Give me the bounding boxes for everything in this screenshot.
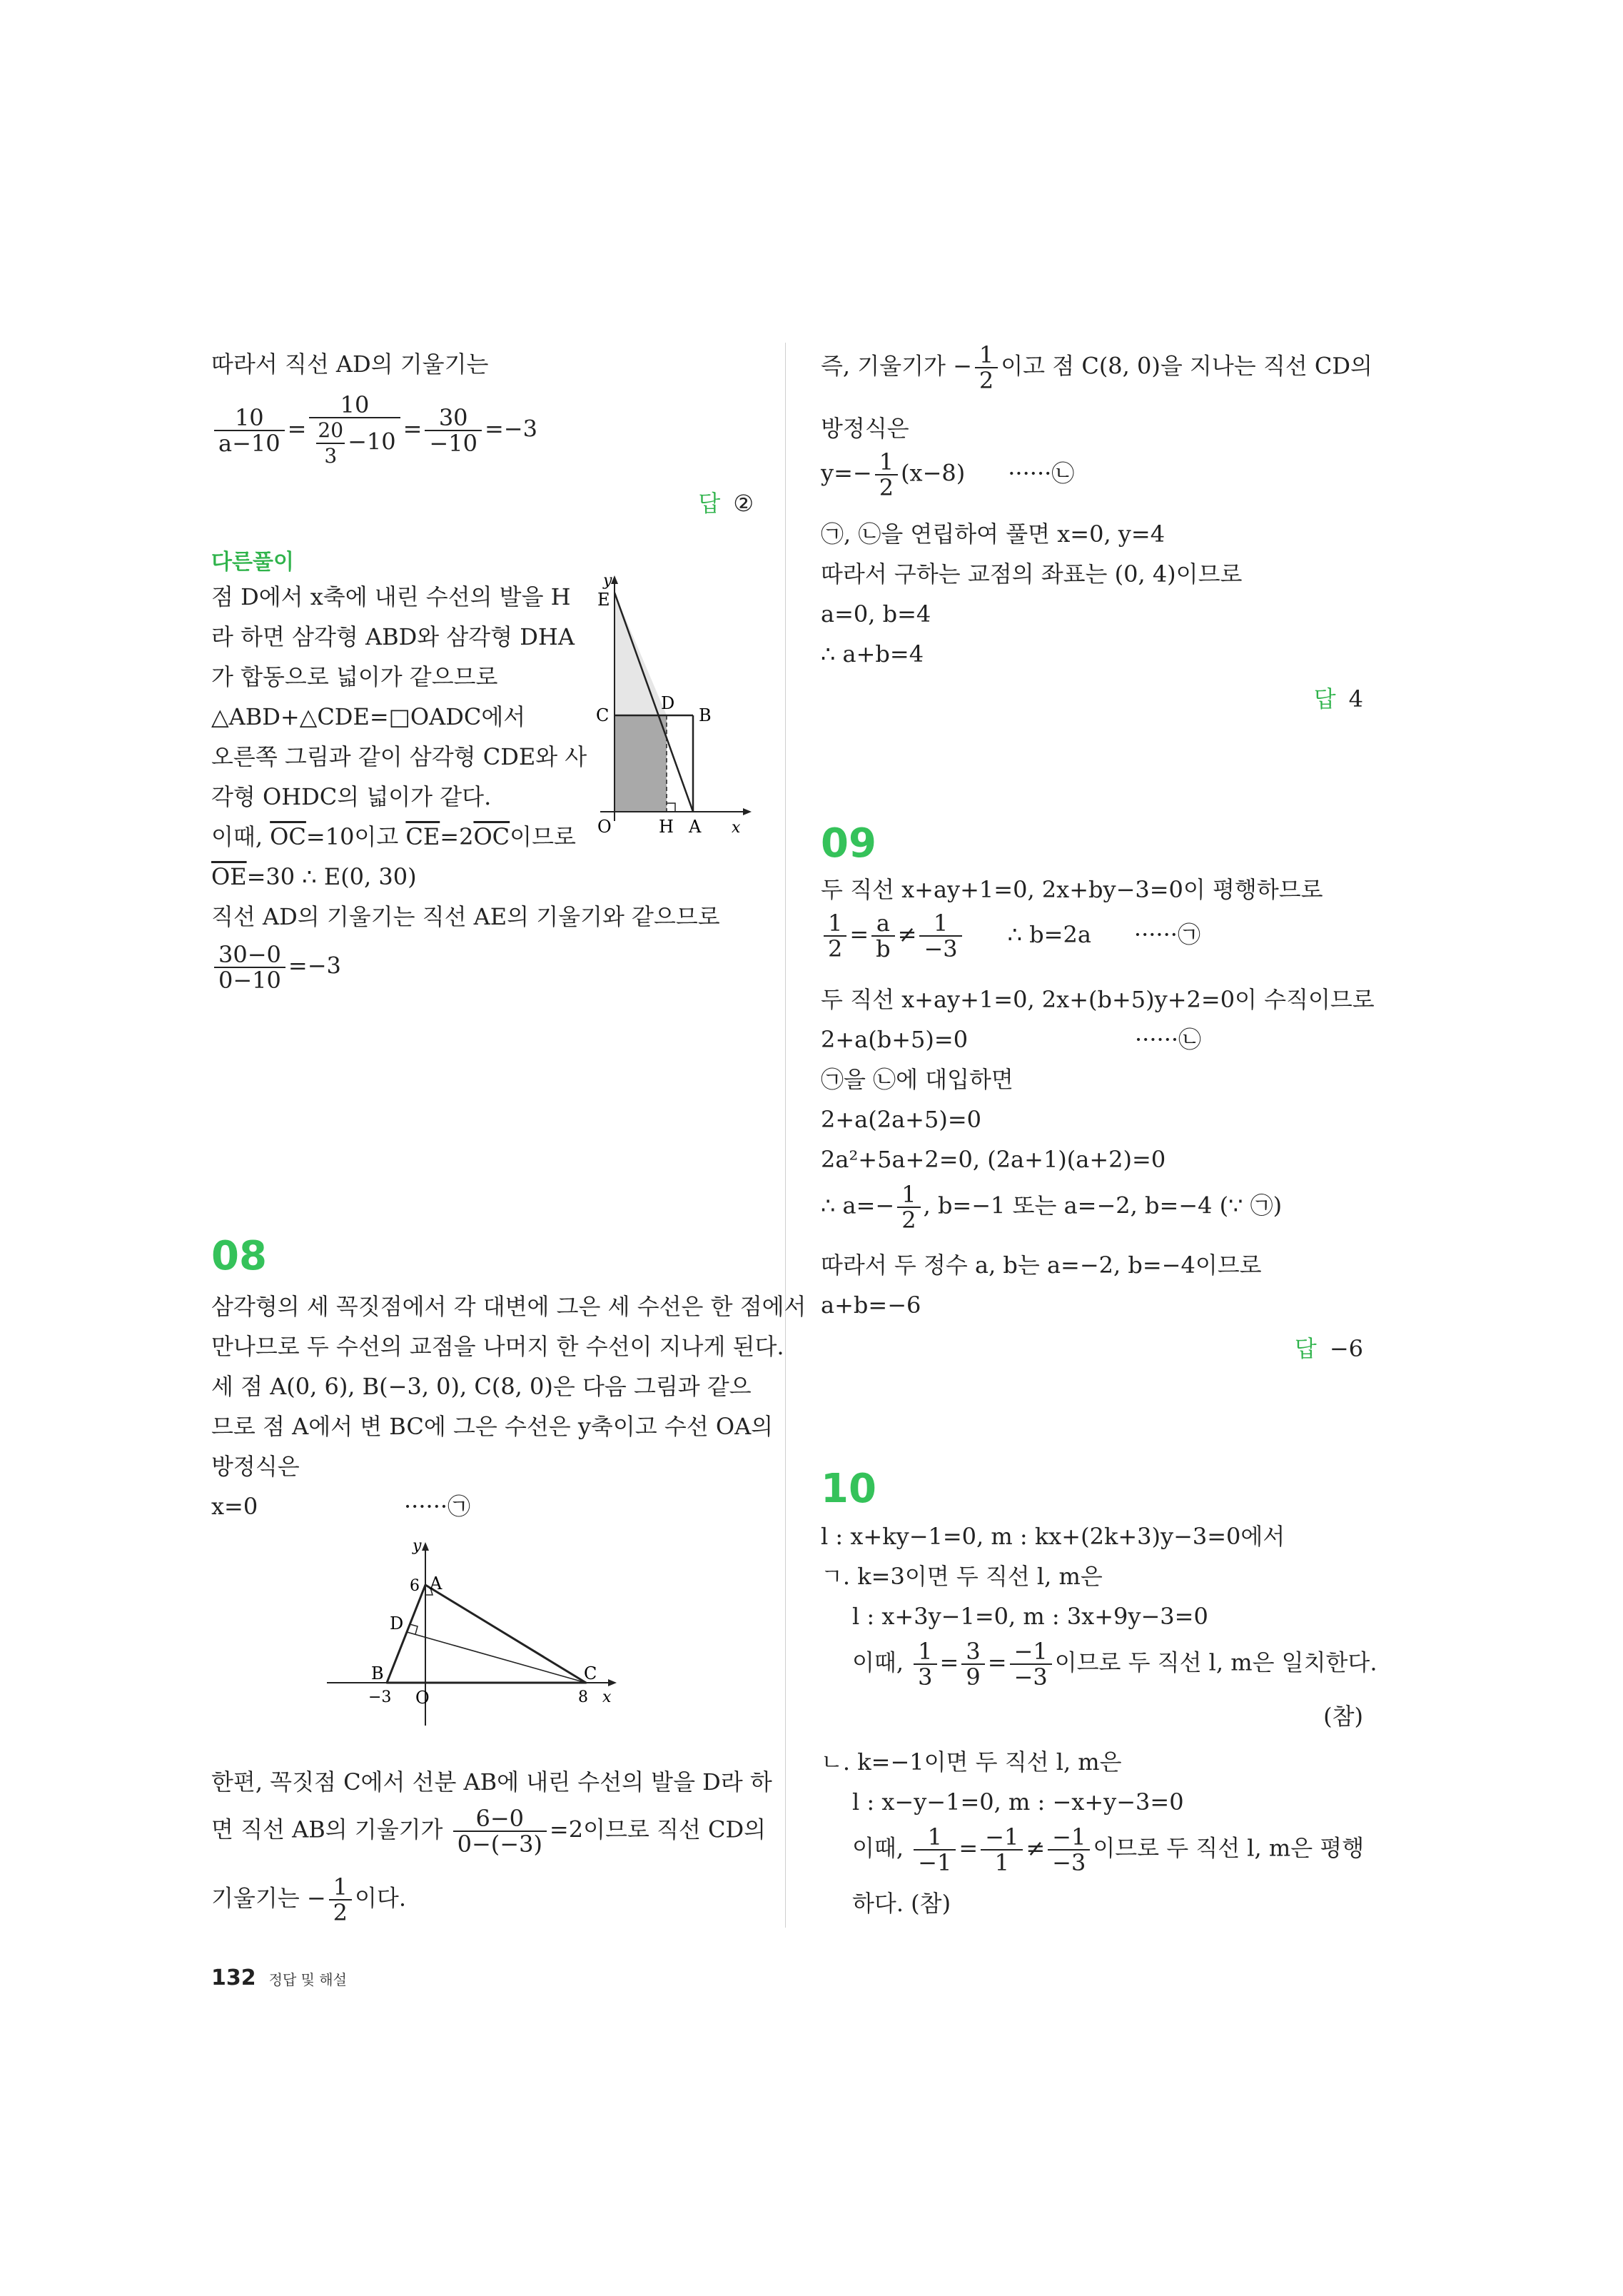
denominator: 3 (324, 444, 338, 468)
text: (x−8) (901, 459, 966, 487)
label-minus-3: −3 (368, 1688, 392, 1706)
text: y=− (821, 459, 872, 487)
x-axis-arrow-icon (743, 808, 752, 815)
numerator: 1 (897, 1182, 920, 1208)
text-line: ㉠, ㉡을 연립하여 풀면 x=0, y=4 (821, 520, 1166, 548)
numerator: 1 (824, 911, 846, 937)
text-line (821, 1182, 1282, 1232)
text-line: 따라서 두 정수 a, b는 a=−2, b=−4이므로 (821, 1252, 1262, 1279)
label-e: E (597, 590, 610, 610)
text-line: x=0 (211, 1493, 258, 1520)
numerator: 1 (975, 343, 998, 368)
fraction (1010, 1639, 1052, 1689)
text-line (852, 1639, 1377, 1689)
text-line: 방정식은 (821, 415, 909, 442)
text-line: △ABD+△CDE=□OADC에서 (211, 703, 526, 730)
fraction (1048, 1825, 1090, 1875)
text-line: 두 직선 x+ay+1=0, 2x+by−3=0이 평행하므로 (821, 876, 1323, 903)
text-line: 직선 AD의 기울기는 직선 AE의 기울기와 같으므로 (211, 903, 720, 930)
text-line: ㉠을 ㉡에 대입하면 (821, 1066, 1013, 1093)
column-divider (785, 343, 786, 1928)
text-line: 2+a(b+5)=0 (821, 1026, 969, 1053)
problem-number: 10 (821, 1466, 876, 1512)
answer-label-text: 답 (698, 490, 721, 517)
numerator: −1 (1048, 1825, 1090, 1851)
answer-value: −6 (1329, 1335, 1363, 1362)
numerator: 1 (919, 911, 961, 937)
text-line: 2a²+5a+2=0, (2a+1)(a+2)=0 (821, 1146, 1166, 1173)
label-b: B (699, 705, 712, 725)
text-line: 세 점 A(0, 6), B(−3, 0), C(8, 0)은 다음 그림과 같으 (211, 1373, 752, 1400)
segment: $\overline{CE}$ (405, 823, 440, 850)
numerator: 20 (316, 418, 345, 444)
result: =−3 (288, 952, 341, 980)
slope-equation (211, 393, 537, 468)
denominator: 0−10 (218, 967, 281, 994)
text: =10이고 (305, 823, 406, 850)
triangle-cde-fill (615, 593, 667, 715)
text: =2이므로 직선 CD의 (549, 1816, 767, 1843)
label-a: A (689, 817, 702, 835)
fraction (897, 1182, 920, 1232)
fraction (214, 406, 285, 455)
fraction (453, 1806, 547, 1856)
text-line: 따라서 구하는 교점의 좌표는 (0, 4)이므로 (821, 560, 1243, 588)
page-number: 132 (211, 1965, 256, 1990)
numerator: −1 (1010, 1639, 1052, 1665)
text-line: l : x+3y−1=0, m : 3x+9y−3=0 (852, 1603, 1208, 1630)
denominator: 1 (994, 1849, 1009, 1876)
segment: $\overline{OE}$ (211, 863, 247, 890)
figure-area-diagram (593, 571, 757, 835)
numerator: 1 (914, 1639, 936, 1665)
answer-value: 4 (1348, 685, 1363, 713)
denominator: a−10 (218, 430, 280, 457)
text-line: 오른쪽 그림과 같이 삼각형 CDE와 사 (211, 743, 587, 770)
answer-label-text: 답 (1313, 685, 1336, 713)
text-line: 따라서 직선 AD의 기울기는 (211, 351, 489, 378)
equals: = (287, 415, 307, 443)
segment: $\overline{OC}$ (270, 823, 306, 850)
numerator: 30−0 (214, 942, 285, 968)
denominator: −10 (429, 430, 477, 457)
text: 기울기는 − (211, 1884, 326, 1912)
denominator: 2 (901, 1207, 916, 1234)
footer-label: 정답 및 해설 (268, 1971, 347, 1988)
label-a: A (430, 1574, 443, 1593)
denominator: 2 (333, 1899, 348, 1926)
text-line: ㄱ. k=3이면 두 직선 l, m은 (821, 1563, 1103, 1590)
numerator: 1 (875, 450, 898, 475)
denominator: 3 (918, 1663, 933, 1691)
text: 이다. (355, 1884, 406, 1912)
numerator: 30 (425, 406, 482, 431)
answer-label (1314, 681, 1363, 714)
denominator: −3 (924, 935, 958, 962)
text-line: a+b=−6 (821, 1292, 921, 1319)
text-line: l : x−y−1=0, m : −x+y−3=0 (852, 1788, 1184, 1816)
denominator: 2 (879, 474, 894, 501)
text-line: 라 하면 삼각형 ABD와 삼각형 DHA (211, 623, 575, 650)
fraction (309, 393, 400, 468)
text-line: ∴ a+b=4 (821, 640, 924, 668)
label-d: D (390, 1613, 404, 1633)
triangle-abc (387, 1585, 586, 1683)
denominator (309, 418, 400, 468)
numerator: 10 (309, 393, 400, 418)
text: 즉, 기울기가 − (821, 352, 972, 380)
answer-label (1295, 1331, 1363, 1364)
nested-fraction (316, 418, 345, 468)
fraction (871, 911, 894, 961)
text: ∴ b=2a (1007, 920, 1091, 948)
fraction (875, 450, 898, 500)
text-line (211, 862, 417, 891)
label-c: C (584, 1663, 597, 1683)
text-line: 각형 OHDC의 넓이가 같다. (211, 783, 492, 810)
equals: = (403, 415, 423, 443)
fraction (824, 911, 846, 961)
numerator: 10 (214, 406, 285, 431)
text-line: 만나므로 두 수선의 교점을 나머지 한 수선이 지나게 된다. (211, 1333, 784, 1360)
denominator: −1 (918, 1849, 952, 1876)
verdict: (참) (1323, 1703, 1363, 1730)
fraction (329, 1875, 352, 1925)
not-equal: ≠ (1026, 1834, 1046, 1862)
text-line (821, 343, 1372, 393)
numerator: a (871, 911, 894, 937)
denominator: −3 (1013, 1663, 1048, 1691)
numerator: −1 (981, 1825, 1023, 1851)
figure-triangle-abc (318, 1536, 618, 1736)
problem-number: 09 (821, 820, 876, 867)
label-8: 8 (578, 1688, 588, 1706)
equation (821, 450, 1074, 500)
not-equal: ≠ (897, 920, 917, 948)
equation-tag: ······㉡ (1008, 459, 1075, 487)
y-axis-arrow-icon (611, 575, 618, 584)
text: 이므로 두 직선 l, m은 일치한다. (1054, 1648, 1377, 1676)
equation (211, 942, 341, 992)
answer-label-text: 답 (1294, 1335, 1317, 1362)
text: 면 직선 AB의 기울기가 (211, 1816, 450, 1843)
fraction (919, 911, 961, 961)
text-line (852, 1825, 1364, 1875)
problem-number: 08 (211, 1233, 267, 1279)
denominator: b (876, 935, 891, 962)
fraction (914, 1825, 956, 1875)
text-line: 방정식은 (211, 1453, 300, 1480)
equals: = (959, 1834, 979, 1862)
text: 이므로 (510, 823, 576, 850)
denominator: 2 (979, 367, 994, 394)
fraction (975, 343, 998, 393)
text: ∴ a=− (821, 1192, 895, 1219)
text-line: 한편, 꼭짓점 C에서 선분 AB에 내린 수선의 발을 D라 하 (211, 1768, 772, 1796)
label-y: y (603, 572, 612, 590)
label-x: x (602, 1688, 612, 1706)
answer-value: ② (733, 490, 754, 517)
text: 이고 점 C(8, 0)을 지나는 직선 CD의 (1001, 352, 1372, 380)
text-line (211, 1875, 406, 1925)
label-o: O (415, 1688, 430, 1708)
answer-label (698, 485, 754, 518)
text-line: l : x+ky−1=0, m : kx+(2k+3)y−3=0에서 (821, 1523, 1285, 1550)
label-d: D (661, 693, 675, 713)
right-angle-mark (667, 803, 675, 812)
result: =−3 (484, 415, 537, 443)
fraction (981, 1825, 1023, 1875)
fraction (961, 1639, 984, 1689)
text-line: 두 직선 x+ay+1=0, 2x+(b+5)y+2=0이 수직이므로 (821, 986, 1375, 1013)
equals: = (939, 1648, 959, 1676)
text-line: 하다. (참) (852, 1890, 951, 1917)
perpendicular-cd (407, 1632, 586, 1683)
equation-tag: ······㉠ (404, 1493, 471, 1520)
equation-tag: ······㉠ (1133, 920, 1200, 948)
denominator: 9 (966, 1663, 981, 1691)
fraction (214, 942, 285, 992)
label-y: y (413, 1537, 422, 1555)
denominator: 2 (828, 935, 843, 962)
equals: = (849, 920, 869, 948)
text-line: 삼각형의 세 꼭짓점에서 각 대변에 그은 세 수선은 한 점에서 (211, 1293, 807, 1320)
numerator: 6−0 (453, 1806, 547, 1832)
label-6: 6 (410, 1577, 420, 1595)
numerator: 3 (961, 1639, 984, 1665)
text-line: 가 합동으로 넓이가 같으므로 (211, 663, 498, 690)
text: 이므로 두 직선 l, m은 평행 (1093, 1834, 1365, 1862)
page-footer (211, 1963, 347, 1990)
rectangle-ohdc-fill (615, 715, 667, 812)
text-line: 므로 점 A에서 변 BC에 그은 수선은 y축이고 수선 OA의 (211, 1413, 774, 1440)
denominator-rest: −10 (348, 428, 396, 455)
numerator: 1 (329, 1875, 352, 1900)
label-x: x (732, 819, 741, 835)
label-h: H (659, 817, 674, 835)
text: =2 (440, 823, 474, 850)
text-line (211, 1806, 766, 1856)
alternate-solution-title: 다른풀이 (211, 550, 294, 575)
text: 이때, (211, 823, 270, 850)
equation-tag: ······㉡ (1135, 1026, 1202, 1053)
label-c: C (596, 705, 610, 725)
equation (821, 911, 1200, 961)
segment: $\overline{OC}$ (473, 823, 510, 850)
text: , b=−1 또는 a=−2, b=−4 (∵ ㉠) (923, 1192, 1283, 1219)
text: 이때, (852, 1834, 911, 1862)
x-axis-arrow-icon (608, 1679, 617, 1686)
text: =30 ∴ E(0, 30) (246, 863, 417, 890)
text-line: ㄴ. k=−1이면 두 직선 l, m은 (821, 1748, 1122, 1776)
text-line: 2+a(2a+5)=0 (821, 1106, 981, 1133)
denominator: −3 (1052, 1849, 1086, 1876)
text-line: a=0, b=4 (821, 600, 931, 628)
label-o: O (597, 817, 612, 835)
y-axis-arrow-icon (422, 1542, 429, 1551)
text: 이때, (852, 1648, 911, 1676)
label-b: B (371, 1663, 384, 1683)
fraction (914, 1639, 936, 1689)
numerator: 1 (914, 1825, 956, 1851)
fraction (425, 406, 482, 455)
text-line: 점 D에서 x축에 내린 수선의 발을 H (211, 583, 571, 610)
text-line (211, 822, 576, 851)
equals: = (987, 1648, 1007, 1676)
denominator: 0−(−3) (457, 1831, 542, 1858)
